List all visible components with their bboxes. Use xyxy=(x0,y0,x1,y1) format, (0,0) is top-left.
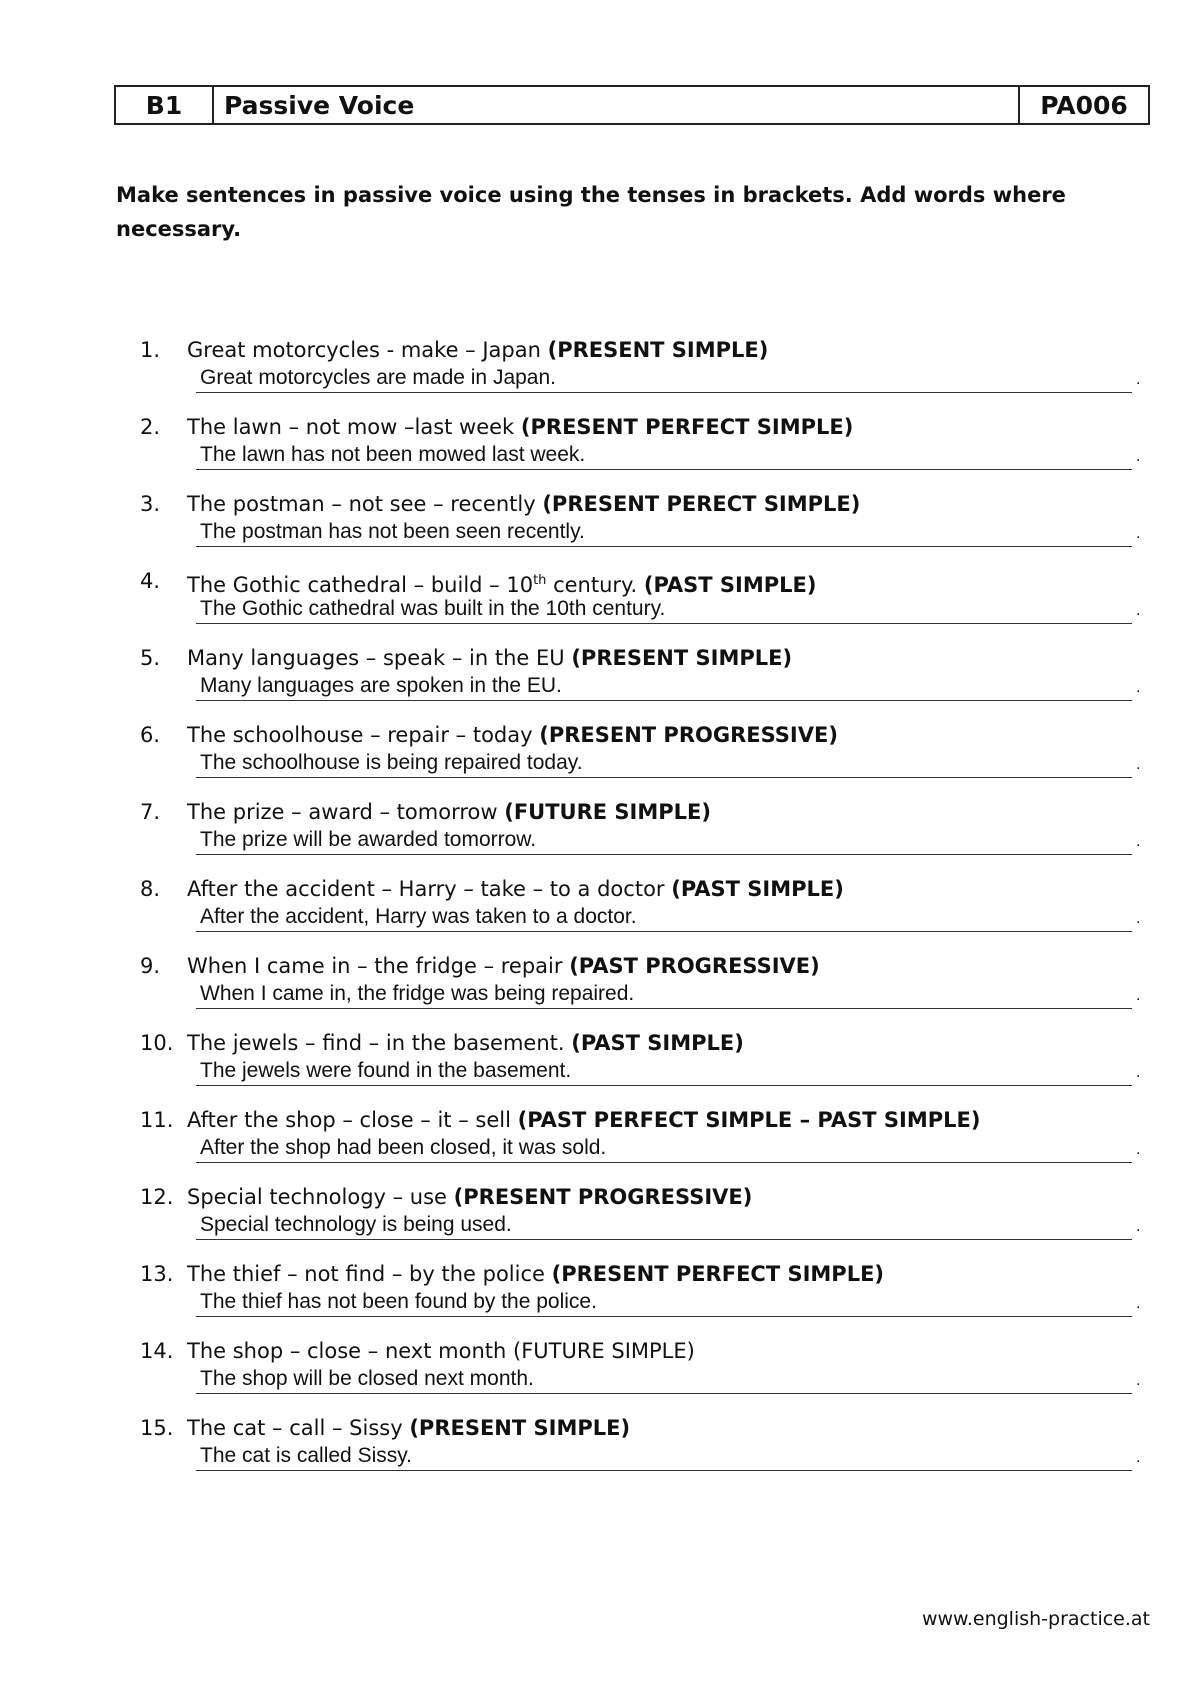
answer-line[interactable]: Many languages are spoken in the EU. xyxy=(196,673,1132,701)
exercise-item xyxy=(140,412,1150,466)
prompt-text-wrap xyxy=(187,643,792,673)
prompt-text: Great motorcycles - make – Japan xyxy=(187,338,541,362)
answer-line[interactable]: The prize will be awarded tomorrow. xyxy=(196,827,1132,855)
worksheet-code: PA006 xyxy=(1040,90,1128,120)
tense-label: (PRESENT PROGRESSIVE) xyxy=(539,723,838,747)
exercise-item xyxy=(140,720,1150,774)
answer-end-mark: . xyxy=(1136,1218,1141,1235)
prompt-text: The schoolhouse – repair – today xyxy=(187,723,533,747)
answer-end-mark: . xyxy=(1136,602,1141,619)
tense-label: (PAST SIMPLE) xyxy=(643,573,817,597)
exercise-prompt xyxy=(140,335,1150,365)
prompt-text-wrap xyxy=(187,951,820,981)
ordinal-suffix: th xyxy=(533,573,547,588)
worksheet-title: Passive Voice xyxy=(214,87,1020,123)
exercise-prompt xyxy=(140,1336,1150,1366)
prompt-text-wrap xyxy=(187,720,838,750)
exercise-item xyxy=(140,951,1150,1005)
answer-end-mark: . xyxy=(1136,1449,1141,1466)
answer-end-mark: . xyxy=(1136,833,1141,850)
prompt-text-wrap xyxy=(187,1336,695,1366)
exercise-number: 13. xyxy=(140,1262,174,1286)
answer-end-mark: . xyxy=(1136,448,1141,465)
exercise-number: 1. xyxy=(140,338,161,362)
exercise-item xyxy=(140,1259,1150,1313)
exercise-number: 9. xyxy=(140,954,161,978)
prompt-text: The shop – close – next month xyxy=(187,1339,507,1363)
exercise-item xyxy=(140,643,1150,697)
prompt-text: The cat – call – Sissy xyxy=(187,1416,403,1440)
exercise-prompt xyxy=(140,412,1150,442)
prompt-text: The thief – not find – by the police xyxy=(187,1262,545,1286)
prompt-text: The lawn – not mow –last week xyxy=(187,415,515,439)
answer-end-mark: . xyxy=(1136,371,1141,388)
exercise-number: 10. xyxy=(140,1031,174,1055)
exercise-prompt xyxy=(140,874,1150,904)
answer-end-mark: . xyxy=(1136,1141,1141,1158)
prompt-text-wrap xyxy=(187,412,853,442)
exercise-item xyxy=(140,335,1150,389)
exercise-item xyxy=(140,874,1150,928)
exercise-number: 4. xyxy=(140,569,161,593)
prompt-text-wrap xyxy=(187,1182,752,1212)
prompt-text-wrap xyxy=(187,874,844,904)
answer-line[interactable]: After the shop had been closed, it was sold. xyxy=(196,1135,1132,1163)
exercise-prompt xyxy=(140,1028,1150,1058)
exercise-number: 14. xyxy=(140,1339,174,1363)
prompt-text-wrap xyxy=(187,335,768,365)
prompt-text: After the accident – Harry – take – to a doctor xyxy=(187,877,665,901)
answer-end-mark: . xyxy=(1136,1372,1141,1389)
answer-line[interactable]: Great motorcycles are made in Japan. xyxy=(196,365,1132,393)
prompt-text: The prize – award – tomorrow xyxy=(187,800,498,824)
tense-label: (PRESENT SIMPLE) xyxy=(571,646,793,670)
exercise-number: 3. xyxy=(140,492,161,516)
exercise-prompt xyxy=(140,489,1150,519)
tense-label: (PRESENT PROGRESSIVE) xyxy=(453,1185,753,1209)
footer-website: www.english-practice.at xyxy=(921,1608,1150,1630)
prompt-text-wrap xyxy=(187,1105,980,1135)
tense-label: (FUTURE SIMPLE) xyxy=(513,1339,695,1363)
exercise-item xyxy=(140,566,1150,620)
answer-end-mark: . xyxy=(1136,756,1141,773)
exercise-prompt xyxy=(140,1259,1150,1289)
exercise-item xyxy=(140,1413,1150,1467)
exercise-item xyxy=(140,1105,1150,1159)
exercise-item xyxy=(140,1182,1150,1236)
prompt-text-wrap xyxy=(187,1413,630,1443)
prompt-text: After the shop – close – it – sell xyxy=(187,1108,511,1132)
exercise-item xyxy=(140,489,1150,543)
answer-end-mark: . xyxy=(1136,910,1141,927)
answer-line[interactable]: The lawn has not been mowed last week. xyxy=(196,442,1132,470)
exercise-prompt xyxy=(140,1182,1150,1212)
tense-label: (PAST SIMPLE) xyxy=(571,1031,744,1055)
answer-line[interactable]: After the accident, Harry was taken to a doctor. xyxy=(196,904,1132,932)
exercise-prompt xyxy=(140,643,1150,673)
answer-end-mark: . xyxy=(1136,679,1141,696)
instructions: Make sentences in passive voice using the tenses in brackets. Add words where necessary. xyxy=(116,183,1066,241)
prompt-text-wrap xyxy=(187,1259,884,1289)
tense-label: (PAST SIMPLE) xyxy=(671,877,844,901)
answer-line[interactable]: The cat is called Sissy. xyxy=(196,1443,1132,1471)
prompt-text-wrap xyxy=(187,797,711,827)
prompt-text: The Gothic cathedral – build – 10 xyxy=(187,573,534,597)
exercise-number: 11. xyxy=(140,1108,174,1132)
answer-line[interactable]: The schoolhouse is being repaired today. xyxy=(196,750,1132,778)
exercise-number: 6. xyxy=(140,723,161,747)
prompt-text-wrap xyxy=(187,1028,744,1058)
exercise-item xyxy=(140,797,1150,851)
exercise-item xyxy=(140,1028,1150,1082)
answer-end-mark: . xyxy=(1136,987,1141,1004)
tense-label: (FUTURE SIMPLE) xyxy=(504,800,711,824)
prompt-text: The jewels – find – in the basement. xyxy=(187,1031,565,1055)
tense-label: (PRESENT SIMPLE) xyxy=(547,338,769,362)
tense-label: (PRESENT PERFECT SIMPLE) xyxy=(520,415,854,439)
exercise-prompt xyxy=(140,797,1150,827)
answer-end-mark: . xyxy=(1136,525,1141,542)
answer-line[interactable]: The postman has not been seen recently. xyxy=(196,519,1132,547)
tense-label: (PRESENT PERFECT SIMPLE) xyxy=(551,1262,885,1286)
prompt-text: Special technology – use xyxy=(187,1185,447,1209)
exercise-prompt xyxy=(140,1413,1150,1443)
exercise-item xyxy=(140,1336,1150,1390)
level-cell: B1 xyxy=(116,87,214,123)
exercise-number: 12. xyxy=(140,1185,174,1209)
tense-label: (PRESENT PERECT SIMPLE) xyxy=(542,492,861,516)
prompt-text: The postman – not see – recently xyxy=(187,492,536,516)
prompt-text: When I came in – the fridge – repair xyxy=(187,954,563,978)
exercise-prompt xyxy=(140,720,1150,750)
answer-line[interactable]: The Gothic cathedral was built in the 10th century. xyxy=(196,596,1132,624)
exercise-number: 8. xyxy=(140,877,161,901)
exercise-prompt xyxy=(140,566,1150,596)
answer-end-mark: . xyxy=(1136,1064,1141,1081)
tense-label: (PAST PROGRESSIVE) xyxy=(569,954,820,978)
answer-line[interactable]: The jewels were found in the basement. xyxy=(196,1058,1132,1086)
prompt-text-wrap xyxy=(187,489,860,519)
exercise-number: 5. xyxy=(140,646,161,670)
answer-line[interactable]: Special technology is being used. xyxy=(196,1212,1132,1240)
tense-label: (PRESENT SIMPLE) xyxy=(409,1416,631,1440)
prompt-text-wrap xyxy=(187,566,816,600)
exercise-number: 7. xyxy=(140,800,161,824)
exercise-prompt xyxy=(140,1105,1150,1135)
answer-line[interactable]: When I came in, the fridge was being repaired. xyxy=(196,981,1132,1009)
answer-line[interactable]: The thief has not been found by the police. xyxy=(196,1289,1132,1317)
answer-line[interactable]: The shop will be closed next month. xyxy=(196,1366,1132,1394)
prompt-text-after: century. xyxy=(546,573,638,597)
exercise-number: 2. xyxy=(140,415,161,439)
prompt-text: Many languages – speak – in the EU xyxy=(187,646,565,670)
exercise-prompt xyxy=(140,951,1150,981)
exercise-number: 15. xyxy=(140,1416,174,1440)
answer-end-mark: . xyxy=(1136,1295,1141,1312)
tense-label: (PAST PERFECT SIMPLE – PAST SIMPLE) xyxy=(517,1108,981,1132)
